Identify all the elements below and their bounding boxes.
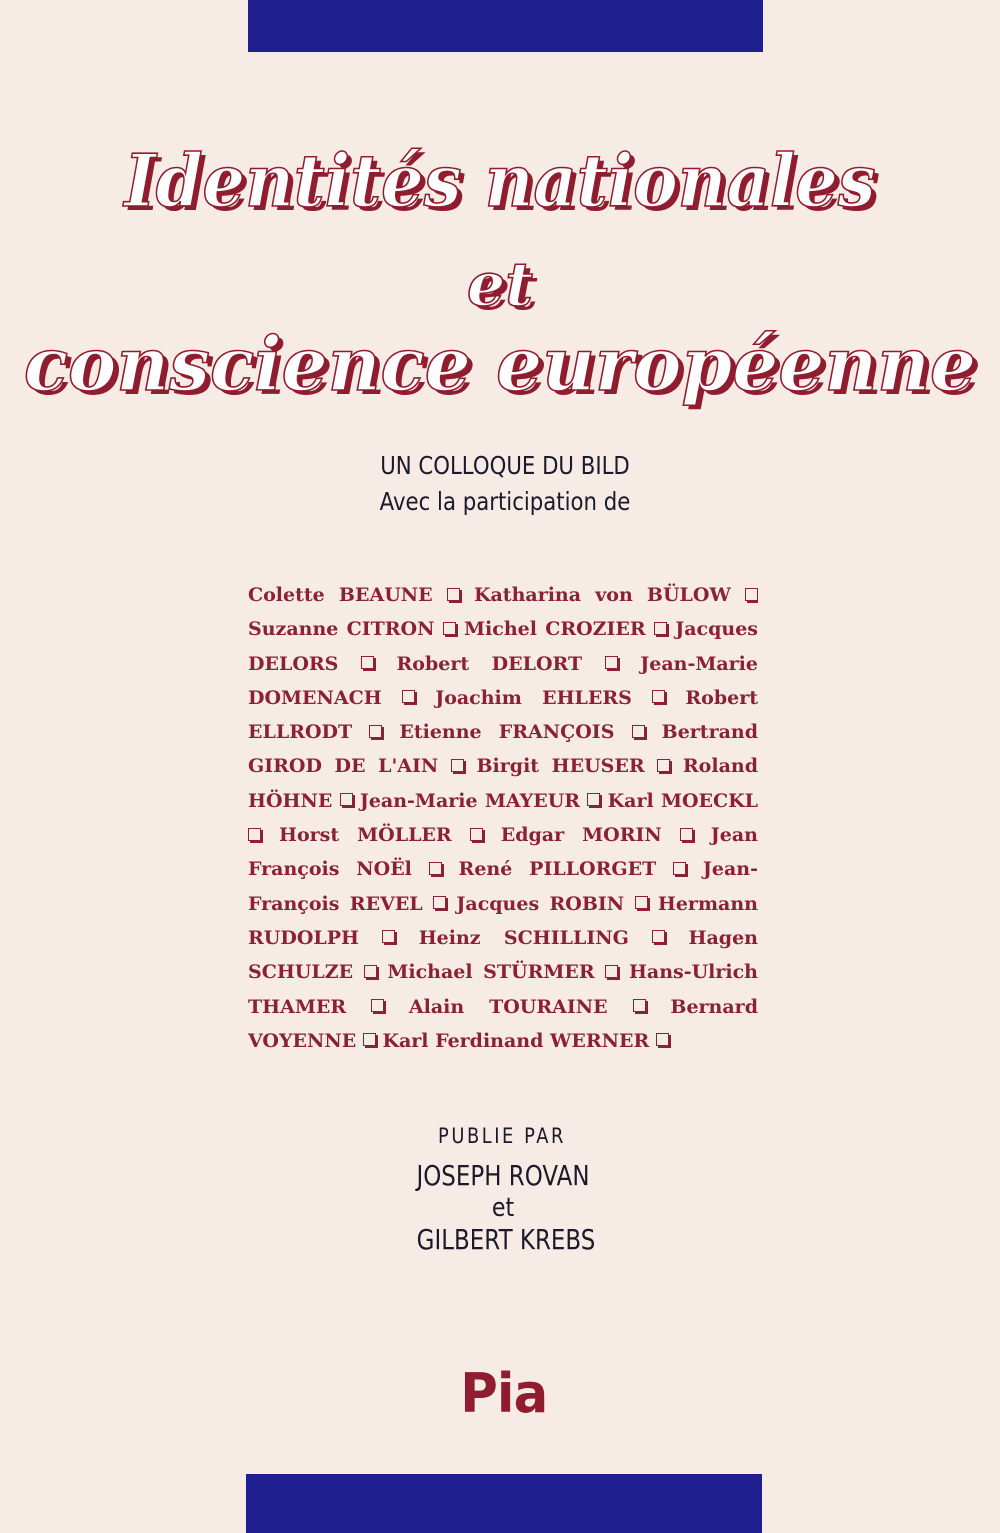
bullet-box-icon — [371, 999, 384, 1012]
bullet-box-icon — [656, 1033, 669, 1046]
participation-label: Avec la participation de — [379, 487, 631, 516]
published-by-label: PUBLIE PAR — [438, 1124, 566, 1148]
publisher-logo — [0, 1362, 1000, 1425]
title-line-2: et — [467, 250, 533, 320]
participants-line: François REVEL Jacques ROBIN Hermann — [248, 892, 758, 915]
bullet-box-icon — [470, 828, 483, 841]
top-blue-band — [248, 0, 763, 52]
participants-line: HÖHNE Jean-Marie MAYEUR Karl MOECKL — [248, 789, 758, 812]
bullet-box-icon — [340, 793, 353, 806]
participants-line: Horst MÖLLER Edgar MORIN Jean — [248, 818, 758, 852]
bullet-box-icon — [402, 690, 415, 703]
editor-name-1: JOSEPH ROVAN — [416, 1159, 590, 1192]
participants-line: DOMENACH Joachim EHLERS Robert — [248, 686, 758, 709]
participants-line: VOYENNE Karl Ferdinand WERNER — [248, 1024, 758, 1058]
participants-line: RUDOLPH Heinz SCHILLING Hagen — [248, 926, 758, 949]
participants-line: SCHULZE Michael STÜRMER Hans-Ulrich — [248, 961, 758, 984]
bullet-box-icon — [248, 828, 261, 841]
bullet-box-icon — [382, 930, 395, 943]
bullet-box-icon — [443, 622, 456, 635]
bullet-box-icon — [605, 965, 618, 978]
participants-line: GIROD DE L'AIN Birgit HEUSER Roland — [248, 755, 758, 778]
bullet-box-icon — [361, 656, 374, 669]
bullet-box-icon — [657, 759, 670, 772]
bullet-box-icon — [364, 965, 377, 978]
bullet-box-icon — [363, 1033, 376, 1046]
bullet-box-icon — [654, 622, 667, 635]
bullet-box-icon — [433, 896, 446, 909]
participants-line: Colette BEAUNE Katharina von BÜLOW — [248, 578, 758, 612]
participants-line: Suzanne CITRON Michel CROZIER Jacques — [248, 618, 758, 641]
bullet-box-icon — [635, 896, 648, 909]
bullet-box-icon — [369, 725, 382, 738]
bullet-box-icon — [673, 862, 686, 875]
bullet-box-icon — [633, 999, 646, 1012]
bullet-box-icon — [745, 588, 758, 601]
bullet-box-icon — [652, 930, 665, 943]
participants-line: ELLRODT Etienne FRANÇOIS Bertrand — [248, 721, 758, 744]
publisher-logo-text: Pia — [460, 1362, 548, 1425]
participants-line: François NOËl René PILLORGET Jean- — [248, 858, 758, 881]
bullet-box-icon — [605, 656, 618, 669]
bullet-box-icon — [447, 588, 460, 601]
colloquium-label: UN COLLOQUE DU BILD — [380, 451, 630, 480]
bottom-blue-band — [246, 1474, 762, 1533]
bullet-box-icon — [632, 725, 645, 738]
editor-name-2: GILBERT KREBS — [416, 1223, 596, 1256]
participants-line: THAMER Alain TOURAINE Bernard — [248, 995, 758, 1018]
title-line-3: conscience européenne — [23, 322, 977, 408]
bullet-box-icon — [680, 828, 693, 841]
bullet-box-icon — [429, 862, 442, 875]
participants-list — [248, 578, 758, 1058]
bullet-box-icon — [652, 690, 665, 703]
participants-line: DELORS Robert DELORT Jean-Marie — [248, 652, 758, 675]
bullet-box-icon — [451, 759, 464, 772]
editor-conjunction: et — [491, 1193, 515, 1223]
bullet-box-icon — [587, 793, 600, 806]
title-line-1: Identités nationales — [124, 138, 876, 223]
